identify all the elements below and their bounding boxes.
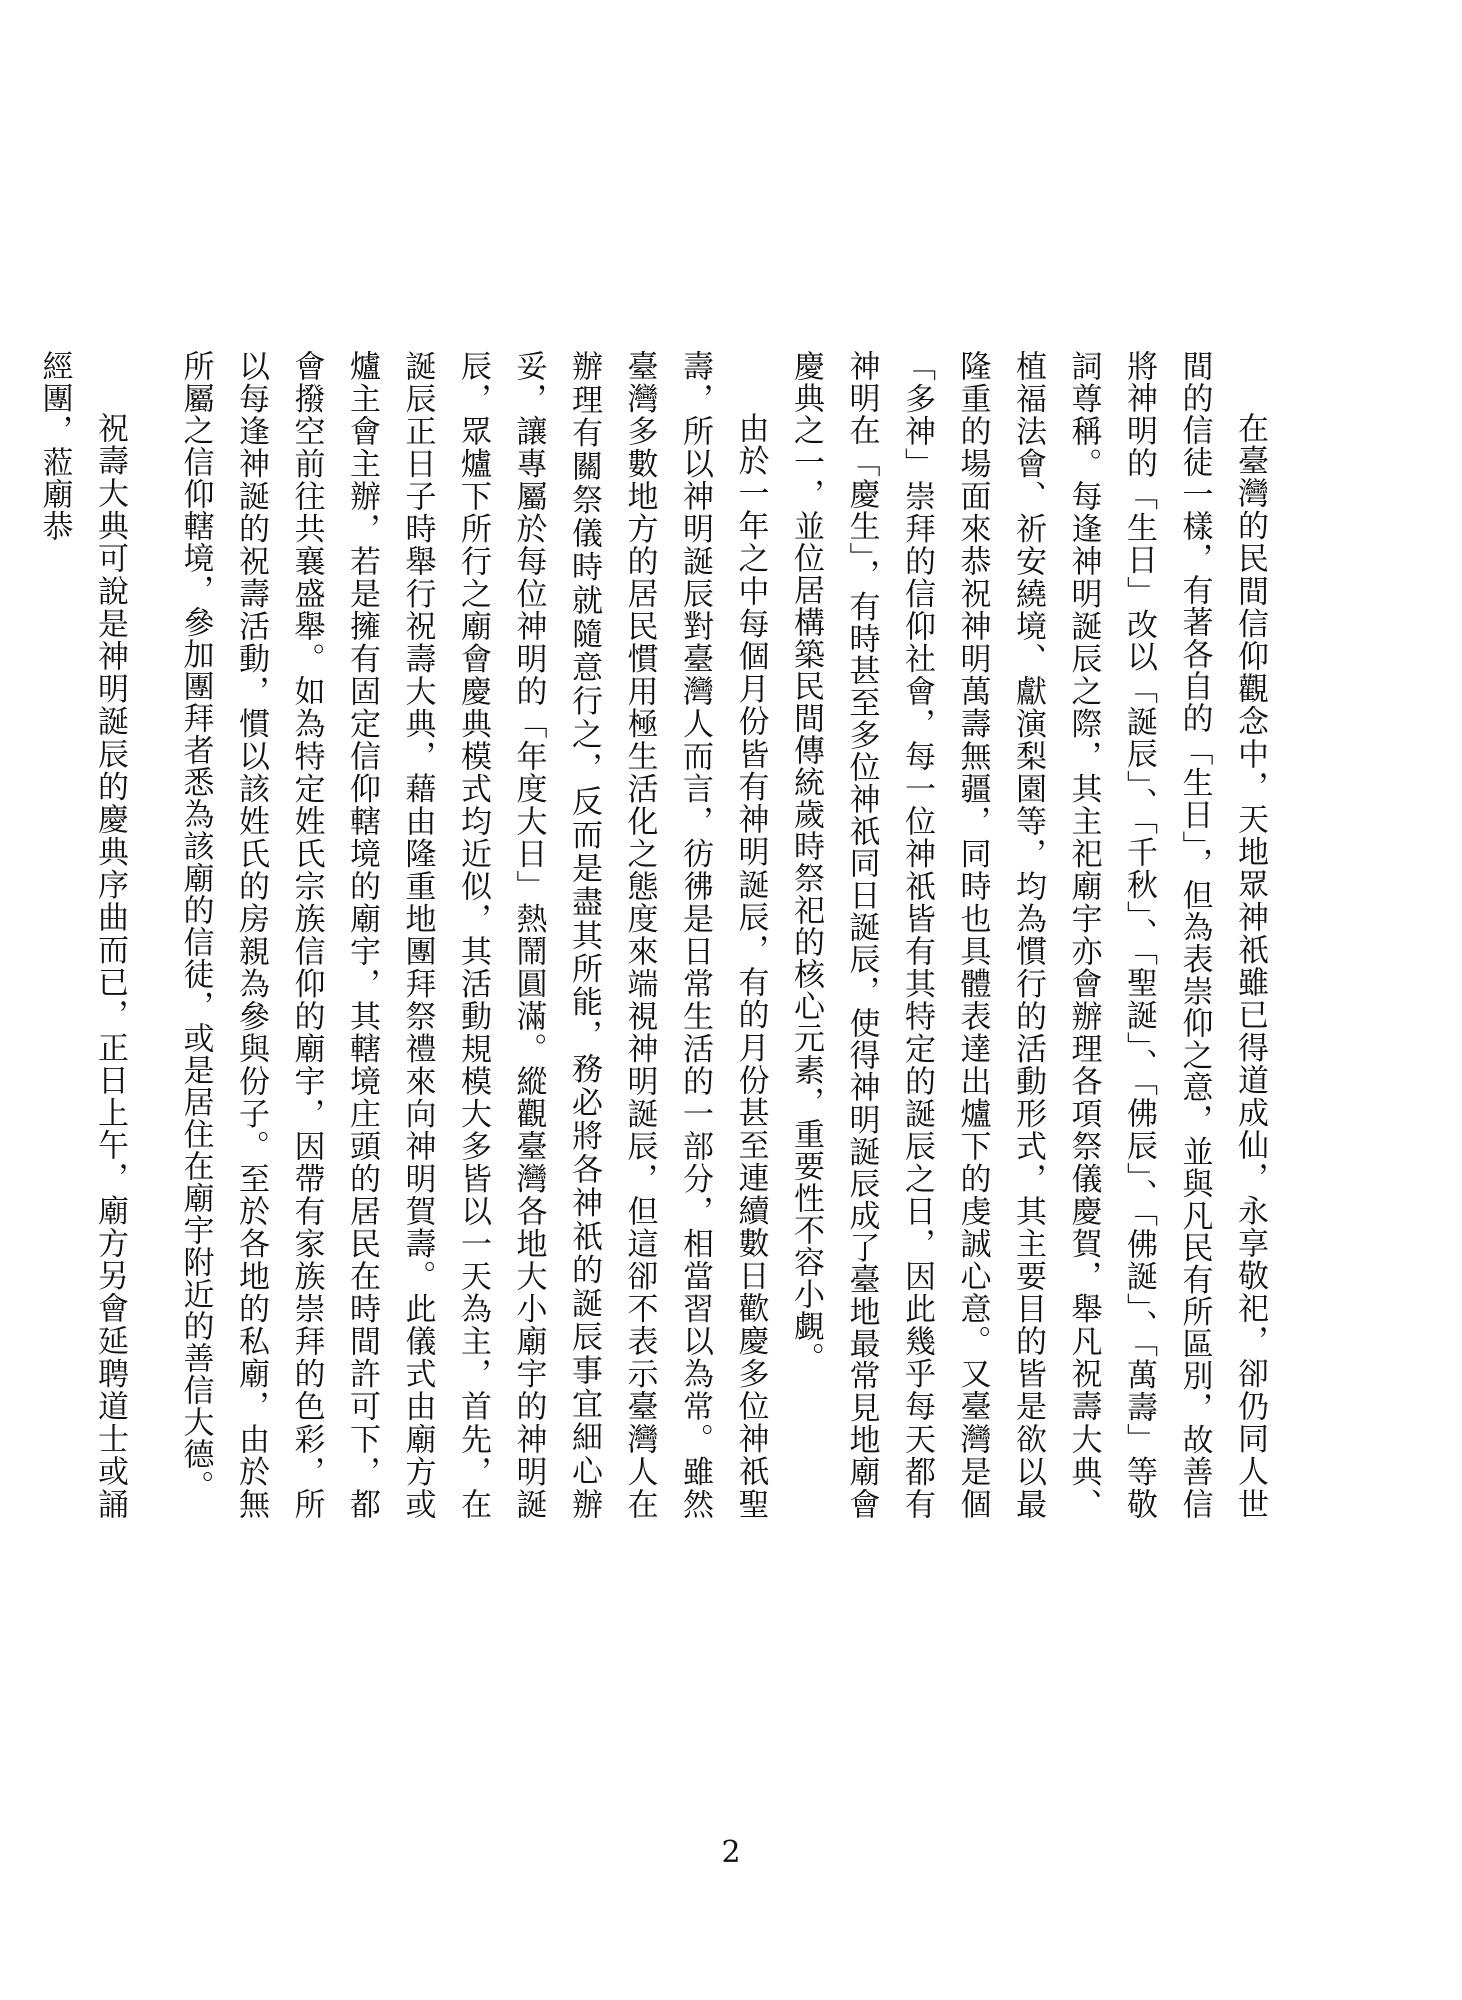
paragraph-3: 祝壽大典可說是神明誕辰的慶典序曲而已，正日上午，廟方另會延聘道士或誦經團，蒞廟恭 bbox=[36, 350, 128, 1520]
paragraph-2: 由於一年之中每個月份皆有神明誕辰，有的月份甚至連續數日歡慶多位神祇聖壽，所以神明誕辰對臺灣人而言，彷彿是日常生活的一部分，相當習以為常。雖然臺灣多數地方的居民慣用極生活化之態度來端視神明誕辰，但這卻不表示臺灣人在辦理有關祭儀時就隨意行之，反而是盡其所能，務必將各神祇的誕辰事宜細心辦妥，讓專屬於每位神明的「年度大日」熱鬧圓滿。縱觀臺灣各地大小廟宇的神明誕辰，眾爐下所行之廟會慶典模式均近似，其活動規模大多皆以一天為主，首先，在誕辰正日子時舉行祝壽大典，藉由隆重地團拜祭禮來向神明賀壽。此儀式由廟方或爐主會主辦，若是擁有固定信仰轄境的廟宇，其轄境庄頭的居民在時間許可下，都會撥空前往共襄盛舉。如為特定姓氏宗族信仰的廟宇，因帶有家族崇拜的色彩，所以每逢神誕的祝壽活動，慣以該姓氏的房親為參與份子。至於各地的私廟，由於無所屬之信仰轄境，參加團拜者悉為該廟的信徒，或是居住在廟宇附近的善信大德。 bbox=[177, 350, 769, 1520]
page-number: 2 bbox=[721, 1835, 741, 1870]
vertical-text-body bbox=[26, 350, 1277, 1520]
paragraph-1: 在臺灣的民間信仰觀念中，天地眾神祇雖已得道成仙，永享敬祀，卻仍同人世間的信徒一樣，有著各自的「生日」，但為表崇仰之意，並與凡民有所區別，故善信將神明的「生日」改以「誕辰」、「千秋」、「聖誕」、「佛辰」、「佛誕」、「萬壽」等敬詞尊稱。每逢神明誕辰之際，其主祀廟宇亦會辦理各項祭儀慶賀，舉凡祝壽大典、植福法會、祈安繞境、獻演梨園等，均為慣行的活動形式，其主要目的皆是欲以最隆重的場面來恭祝神明萬壽無疆，同時也具體表達出爐下的虔誠心意。又臺灣是個「多神」崇拜的信仰社會，每一位神祇皆有其特定的誕辰之日，因此幾乎每天都有神明在「慶生」，有時甚至多位神祇同日誕辰，使得神明誕辰成了臺地最常見地廟會慶典之一，並位居構築民間傳統歲時祭祀的核心元素，重要性不容小覷。 bbox=[788, 350, 1268, 1520]
